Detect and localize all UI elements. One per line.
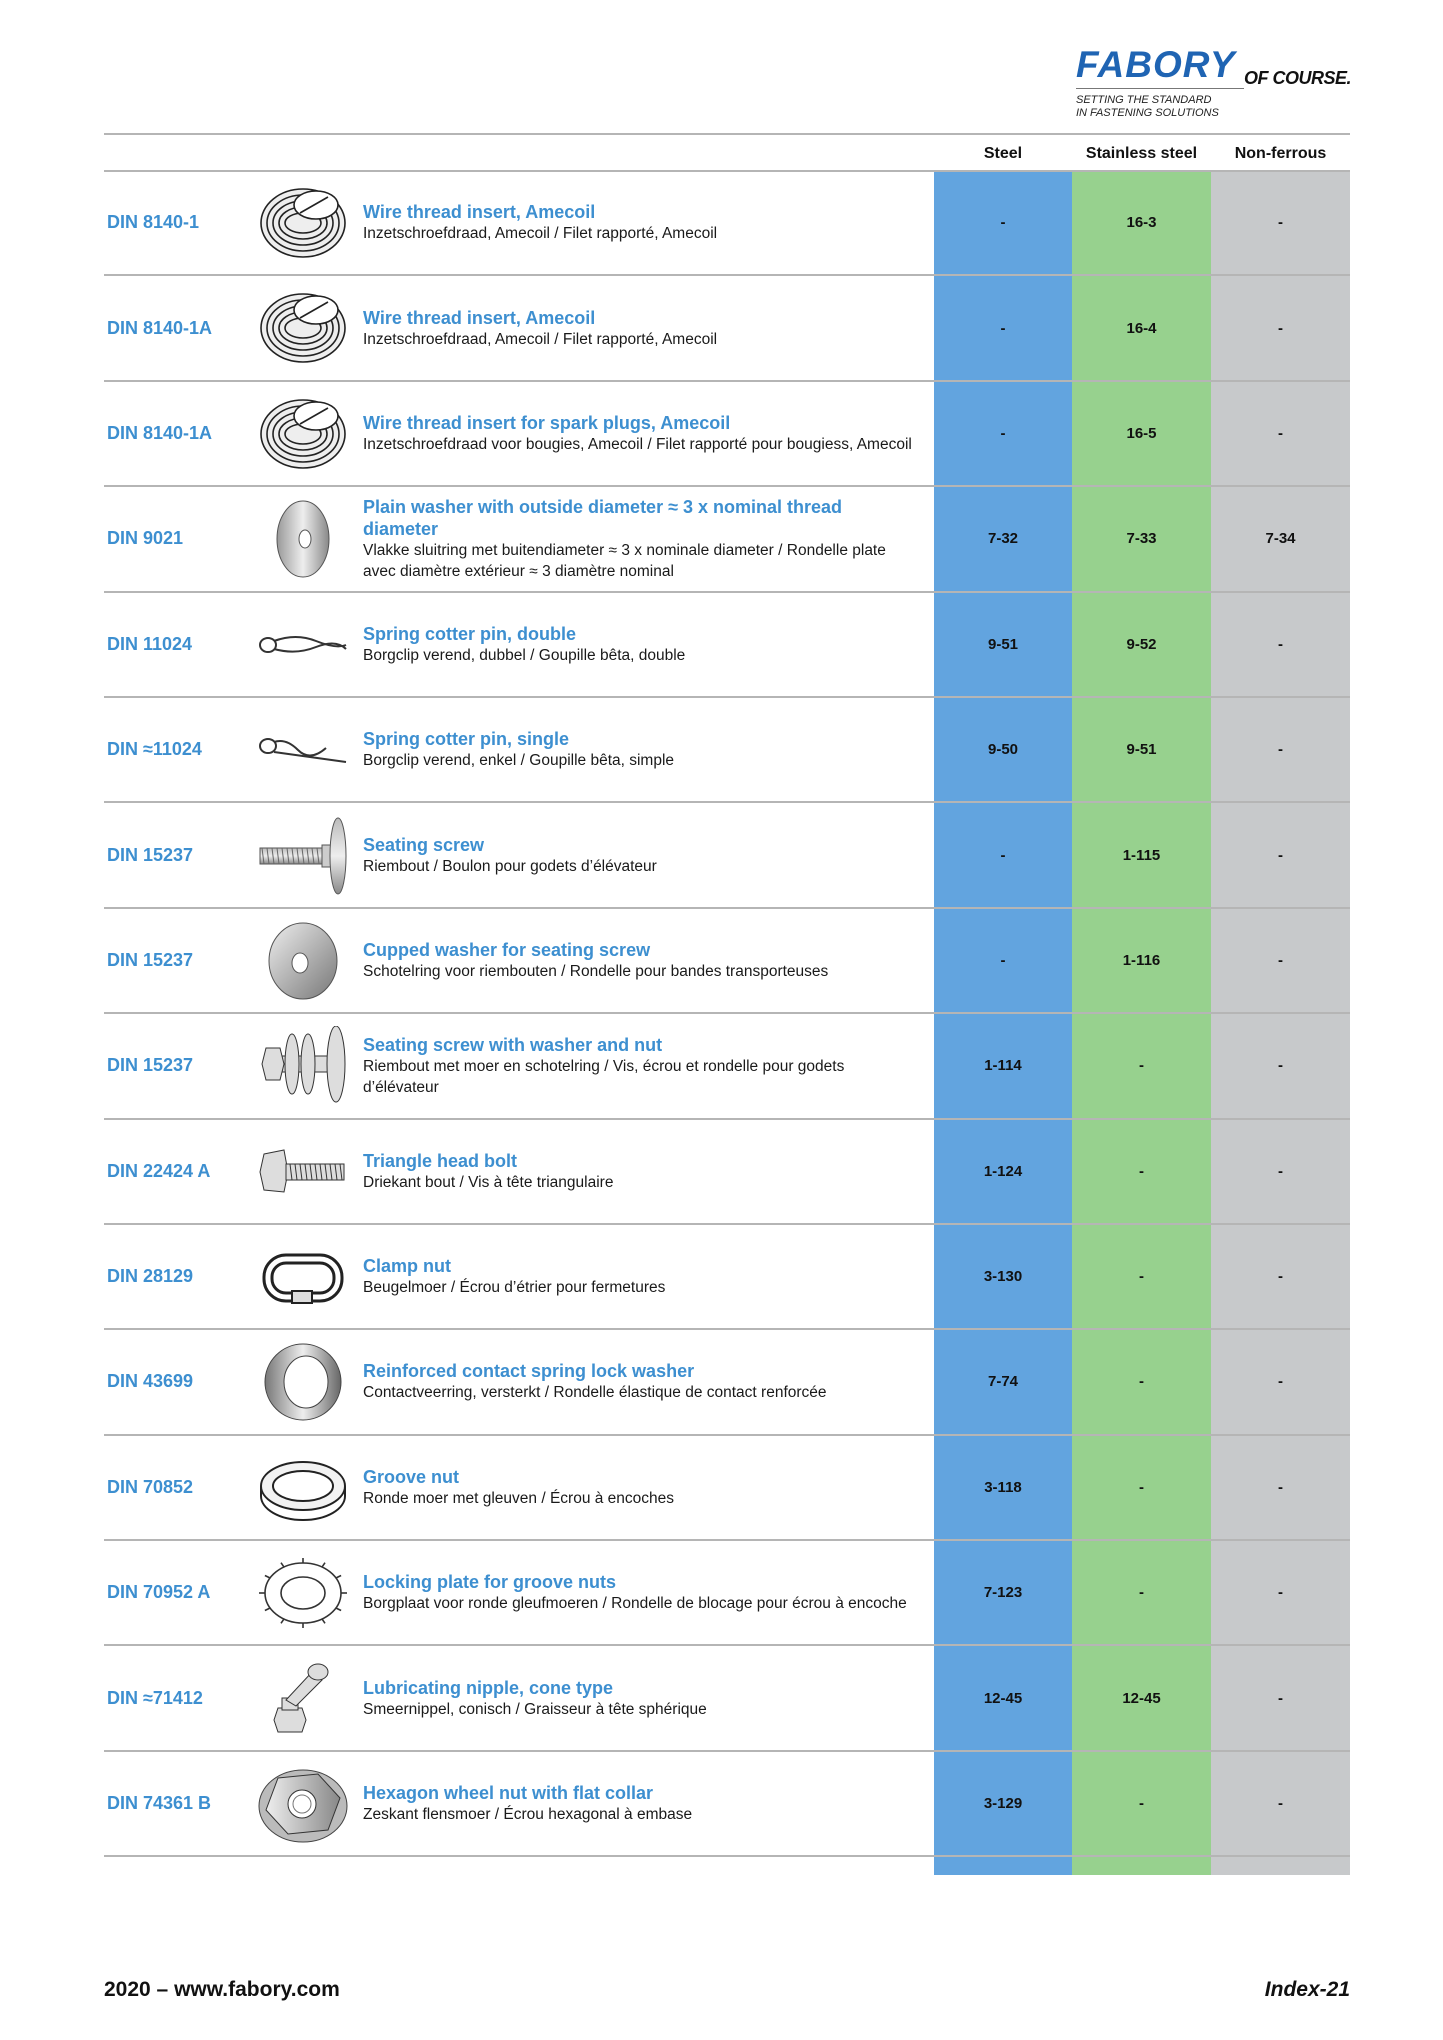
product-description [363, 1646, 913, 1749]
nonferrous-page-ref: - [1278, 1268, 1283, 1286]
table-row [104, 1225, 1350, 1330]
nonferrous-page-ref: - [1278, 635, 1283, 653]
din-code: DIN 9021 [107, 528, 184, 549]
seating-screw-washer-nut-icon [256, 1026, 350, 1106]
clamp-nut-icon [256, 1237, 350, 1317]
brand-name: FABORY [1076, 44, 1236, 85]
steel-page-ref: - [1000, 846, 1006, 864]
product-subtitle: Contactveerring, versterkt / Rondelle élastique de contact renforcée [363, 1384, 827, 1402]
product-title: Triangle head bolt [363, 1150, 518, 1171]
nonferrous-page-ref: - [1278, 319, 1283, 337]
table-header [104, 135, 1350, 172]
steel-page-ref: 3-130 [983, 1268, 1023, 1286]
din-code: DIN 43699 [107, 1371, 194, 1392]
stainless-page-ref: - [1139, 1584, 1144, 1602]
wire-thread-insert-icon [256, 394, 350, 474]
stainless-page-ref: - [1139, 1162, 1144, 1180]
table-row [104, 276, 1350, 381]
lubricating-nipple-icon [256, 1658, 350, 1738]
product-subtitle: Driekant bout / Vis à tête triangulaire [363, 1173, 614, 1191]
nonferrous-page-ref: - [1278, 1478, 1283, 1496]
logo-divider [1076, 88, 1244, 89]
stainless-page-ref: 7-33 [1126, 530, 1157, 548]
table-row [104, 909, 1350, 1014]
nonferrous-page-ref: - [1278, 1057, 1283, 1075]
nonferrous-page-ref: - [1278, 1584, 1283, 1602]
product-title: Hexagon wheel nut with flat collar [363, 1783, 654, 1804]
lock-washer-icon [256, 1342, 350, 1422]
steel-page-ref: 7-123 [983, 1584, 1023, 1602]
stainless-page-ref: - [1139, 1373, 1144, 1391]
product-subtitle: Riembout / Boulon pour godets d’élévateur [363, 857, 657, 875]
product-subtitle: Zeskant flensmoer / Écrou hexagonal à embase [363, 1806, 693, 1824]
stainless-page-ref: 1-115 [1122, 846, 1161, 864]
steel-page-ref: - [1000, 319, 1006, 337]
product-subtitle: Smeernippel, conisch / Graisseur à tête sphérique [363, 1700, 707, 1718]
product-subtitle: Schotelring voor riembouten / Rondelle pour bandes transporteuses [363, 962, 829, 980]
header-stainless: Stainless steel [1085, 145, 1198, 162]
steel-page-ref: 1-124 [983, 1162, 1023, 1180]
groove-nut-icon [256, 1448, 350, 1528]
table-row [104, 1120, 1350, 1225]
steel-page-ref: 9-50 [987, 741, 1019, 759]
product-subtitle: Ronde moer met gleuven / Écrou à encoches [363, 1489, 675, 1507]
product-title: Clamp nut [363, 1256, 451, 1277]
stainless-page-ref: - [1139, 1268, 1144, 1286]
din-code: DIN ≈71412 [107, 1687, 203, 1708]
product-subtitle: Inzetschroefdraad voor bougies, Amecoil / Filet rapporté pour bougiess, Amecoil [363, 435, 912, 453]
steel-page-ref: 3-118 [984, 1478, 1022, 1496]
wire-thread-insert-icon [256, 183, 350, 263]
din-code: DIN 74361 B [107, 1793, 212, 1814]
product-title: Reinforced contact spring lock washer [363, 1361, 695, 1382]
product-title: Plain washer with outside diameter ≈ 3 x nominal thread diameter [363, 496, 842, 539]
cupped-washer-icon [256, 921, 350, 1001]
product-description [363, 1752, 913, 1855]
stainless-page-ref: 16-4 [1126, 319, 1157, 337]
din-code: DIN 8140-1 [107, 212, 200, 233]
product-description [363, 487, 913, 590]
product-description [363, 1014, 913, 1117]
product-title: Locking plate for groove nuts [363, 1572, 617, 1593]
product-subtitle: Riembout met moer en schotelring / Vis, écrou et rondelle pour godets d’élévateur [363, 1057, 845, 1096]
seating-screw-icon [256, 815, 350, 895]
product-description [363, 698, 913, 801]
stainless-page-ref: 16-5 [1126, 424, 1157, 442]
din-code: DIN 28129 [107, 1266, 194, 1287]
product-title: Wire thread insert for spark plugs, Amecoil [363, 412, 731, 433]
stainless-page-ref: - [1139, 1795, 1144, 1813]
nonferrous-page-ref: - [1278, 741, 1283, 759]
steel-page-ref: 7-32 [987, 530, 1019, 548]
product-description [363, 1330, 913, 1433]
stainless-page-ref: 9-52 [1126, 635, 1157, 653]
product-subtitle: Inzetschroefdraad, Amecoil / Filet rapporté, Amecoil [363, 225, 718, 243]
table-row [104, 1752, 1350, 1857]
product-title: Seating screw with washer and nut [363, 1034, 663, 1055]
product-subtitle: Borgclip verend, dubbel / Goupille bêta, double [363, 646, 686, 664]
din-code: DIN 8140-1A [107, 422, 213, 443]
steel-page-ref: 3-129 [983, 1795, 1023, 1813]
product-title: Groove nut [363, 1466, 460, 1487]
steel-page-ref: 7-74 [987, 1373, 1019, 1391]
din-code: DIN 15237 [107, 1055, 194, 1076]
header-nonferrous: Non-ferrous [1234, 145, 1327, 162]
product-title: Spring cotter pin, single [363, 729, 570, 750]
stainless-page-ref: 9-51 [1126, 741, 1157, 759]
product-description [363, 803, 913, 906]
table-row [104, 593, 1350, 698]
nonferrous-page-ref: - [1278, 1162, 1283, 1180]
stainless-page-ref: 16-3 [1126, 214, 1157, 232]
product-description [363, 276, 913, 379]
product-subtitle: Beugelmoer / Écrou d’étrier pour fermetures [363, 1279, 666, 1297]
product-title: Wire thread insert, Amecoil [363, 202, 596, 223]
stainless-page-ref: 12-45 [1122, 1689, 1161, 1707]
din-code: DIN 15237 [107, 844, 194, 865]
footer-website: 2020 – www.fabory.com [104, 1978, 340, 2001]
table-row [104, 1014, 1350, 1119]
brand-suffix: OF COURSE. [1244, 68, 1352, 88]
product-description [363, 1225, 913, 1328]
steel-page-ref: 12-45 [983, 1689, 1023, 1707]
product-subtitle: Vlakke sluitring met buitendiameter ≈ 3 x nominale diameter / Rondelle plate avec diamètre extérieur ≈ 3 diamètre nominal [363, 541, 886, 580]
nonferrous-page-ref: - [1278, 846, 1283, 864]
stainless-page-ref: - [1139, 1057, 1144, 1075]
plain-washer-icon [256, 499, 350, 579]
product-description [363, 382, 913, 485]
din-code: DIN 70952 A [107, 1582, 211, 1603]
table-row [104, 1330, 1350, 1435]
table-row [104, 1541, 1350, 1646]
product-description [363, 171, 913, 274]
spring-cotter-pin-double-icon [256, 605, 350, 685]
product-description [363, 1120, 913, 1223]
table-row [104, 171, 1350, 276]
din-code: DIN 15237 [107, 949, 194, 970]
steel-page-ref: - [1000, 951, 1006, 969]
din-code: DIN ≈11024 [107, 739, 202, 760]
nonferrous-page-ref: - [1278, 424, 1283, 442]
locking-plate-icon [256, 1553, 350, 1633]
nonferrous-page-ref: - [1278, 1373, 1283, 1391]
nonferrous-page-ref: - [1278, 214, 1283, 232]
steel-page-ref: - [1000, 214, 1006, 232]
product-description [363, 1436, 913, 1539]
page-number: Index-21 [1264, 1978, 1350, 2001]
product-title: Cupped washer for seating screw [363, 939, 651, 960]
product-description [363, 1541, 913, 1644]
steel-page-ref: - [1000, 424, 1006, 442]
table-row [104, 382, 1350, 487]
stainless-page-ref: 1-116 [1122, 951, 1161, 969]
hex-wheel-nut-icon [256, 1764, 350, 1844]
din-code: DIN 22424 A [107, 1160, 211, 1181]
table-row [104, 1436, 1350, 1541]
nonferrous-page-ref: - [1278, 1689, 1283, 1707]
table-row [104, 1646, 1350, 1751]
din-code: DIN 70852 [107, 1476, 194, 1497]
nonferrous-page-ref: 7-34 [1265, 530, 1296, 548]
table-row [104, 487, 1350, 592]
wire-thread-insert-icon [256, 288, 350, 368]
triangle-head-bolt-icon [256, 1132, 350, 1212]
header-steel: Steel [983, 145, 1023, 162]
stainless-page-ref: - [1139, 1478, 1144, 1496]
product-subtitle: Borgplaat voor ronde gleufmoeren / Rondelle de blocage pour écrou à encoche [363, 1595, 907, 1613]
product-title: Lubricating nipple, cone type [363, 1677, 614, 1698]
product-title: Spring cotter pin, double [363, 623, 576, 644]
product-subtitle: Borgclip verend, enkel / Goupille bêta, simple [363, 752, 675, 770]
product-title: Seating screw [363, 834, 485, 855]
nonferrous-page-ref: - [1278, 951, 1283, 969]
table-row [104, 803, 1350, 908]
spring-cotter-pin-single-icon [256, 710, 350, 790]
table-row [104, 698, 1350, 803]
nonferrous-page-ref: - [1278, 1795, 1283, 1813]
brand-tagline: SETTING THE STANDARD IN FASTENING SOLUTIONS [1076, 94, 1219, 119]
product-description [363, 909, 913, 1012]
product-table [104, 171, 1350, 1857]
product-description [363, 593, 913, 696]
din-code: DIN 8140-1A [107, 317, 213, 338]
product-title: Wire thread insert, Amecoil [363, 307, 596, 328]
steel-page-ref: 9-51 [987, 635, 1019, 653]
din-code: DIN 11024 [107, 633, 193, 654]
product-subtitle: Inzetschroefdraad, Amecoil / Filet rapporté, Amecoil [363, 330, 718, 348]
steel-page-ref: 1-114 [984, 1057, 1022, 1075]
brand-logo [1068, 44, 1358, 124]
